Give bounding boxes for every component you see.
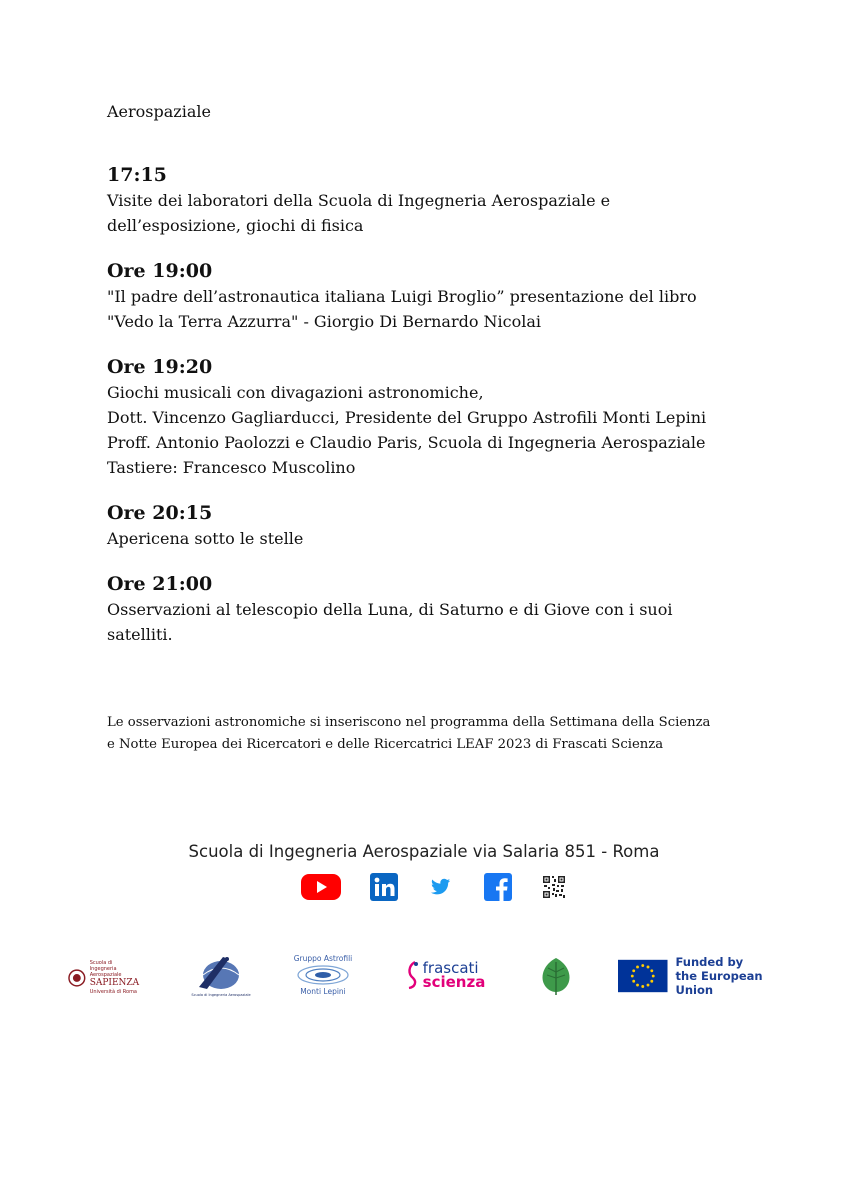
- program-line: Proff. Antonio Paolozzi e Claudio Paris, Scuola di Ingegneria Aerospaziale: [107, 433, 706, 452]
- program-time: Ore 19:20: [107, 356, 213, 378]
- astrofili-line1: Gruppo Astrofili: [293, 954, 353, 963]
- sia-logo: [192, 950, 250, 1000]
- footer-address: Scuola di Ingegneria Aerospaziale via Salaria 851 - Roma: [188, 842, 660, 861]
- leaf-logo: [537, 955, 575, 997]
- galaxy-icon: [295, 963, 351, 987]
- intro-text: Aerospaziale: [107, 102, 211, 121]
- sapienza-school-line2: Aerospaziale: [89, 971, 122, 978]
- astrofili-logo: [290, 950, 356, 1000]
- program: [107, 162, 807, 667]
- eu-line1: Funded by: [675, 955, 744, 969]
- sapienza-name: SAPIENZA: [89, 977, 140, 988]
- sapienza-seal-icon: [68, 966, 86, 988]
- program-line: Dott. Vincenzo Gagliarducci, Presidente del Gruppo Astrofili Monti Lepini: [107, 408, 707, 427]
- program-line: satelliti.: [107, 625, 173, 644]
- frascati-word: frascati: [422, 959, 479, 977]
- leaf-icon: [538, 956, 574, 996]
- program-time: Ore 19:00: [107, 260, 213, 282]
- program-time: Ore 21:00: [107, 573, 213, 595]
- sia-logo-text: Scuola di Ingegneria Aerospaziale: [191, 993, 251, 997]
- program-item-1920: [107, 354, 807, 480]
- program-item-2100: [107, 571, 807, 647]
- program-line: Tastiere: Francesco Muscolino: [107, 458, 356, 477]
- scienza-word: scienza: [422, 973, 486, 991]
- eu-flag-icon: [618, 959, 668, 993]
- facebook-icon[interactable]: [483, 872, 513, 902]
- program-line: dell’esposizione, giochi di fisica: [107, 216, 364, 235]
- sapienza-school-line1: Scuola di Ingegneria: [89, 959, 117, 972]
- qr-code-icon[interactable]: [542, 872, 566, 902]
- note-line: e Notte Europea dei Ricercatori e delle Ricercatrici LEAF 2023 di Frascati Scienza: [107, 737, 664, 752]
- program-item-1715: [107, 162, 807, 238]
- program-item-2015: [107, 500, 807, 551]
- eu-funding-logo: [618, 955, 798, 997]
- program-time: Ore 20:15: [107, 502, 213, 524]
- frascati-scienza-logo: [398, 958, 492, 992]
- program-item-1900: [107, 258, 807, 334]
- twitter-icon[interactable]: [430, 872, 452, 902]
- program-time: 17:15: [107, 164, 167, 186]
- program-note: [107, 712, 807, 756]
- program-line: Giochi musicali con divagazioni astronomiche,: [107, 383, 484, 402]
- program-line: Visite dei laboratori della Scuola di Ingegneria Aerospaziale e: [107, 191, 611, 210]
- program-line: Apericena sotto le stelle: [107, 529, 304, 548]
- aerospace-globe-icon: [193, 953, 249, 993]
- program-line: Osservazioni al telescopio della Luna, di Saturno e di Giove con i suoi: [107, 600, 673, 619]
- program-line: "Il padre dell’astronautica italiana Luigi Broglio” presentazione del libro: [107, 287, 697, 306]
- program-line: "Vedo la Terra Azzurra" - Giorgio Di Bernardo Nicolai: [107, 312, 542, 331]
- frascati-mark-icon: [405, 960, 421, 990]
- note-line: Le osservazioni astronomiche si inseriscono nel programma della Settimana della Scienza: [107, 715, 711, 730]
- sapienza-logo: [68, 955, 140, 999]
- astrofili-line2: Monti Lepini: [300, 987, 346, 996]
- eu-line2: the European Union: [675, 969, 763, 997]
- sapienza-sub: Università di Roma: [89, 988, 137, 995]
- linkedin-icon[interactable]: [369, 872, 399, 902]
- youtube-icon[interactable]: [300, 872, 342, 902]
